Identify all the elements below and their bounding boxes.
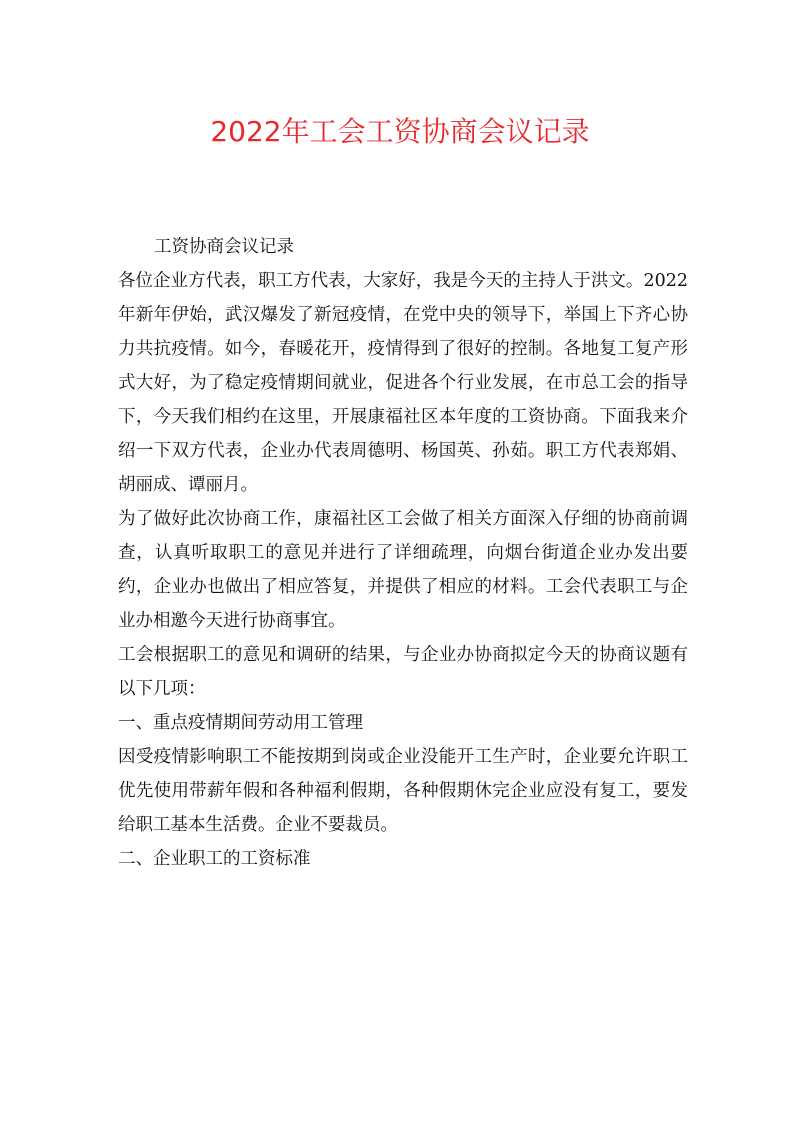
paragraph-preparation: 为了做好此次协商工作，康福社区工会做了相关方面深入仔细的协商前调查，认真听取职工的意见并进行了详细疏理，向烟台街道企业办发出要约，企业办也做出了相应答复，并提供了相应的材料。工会代表职工与企业办相邀今天进行协商事宜。 (118, 509, 688, 631)
paragraph-topics-intro: 工会根据职工的意见和调研的结果，与企业办协商拟定今天的协商议题有以下几项： (118, 645, 688, 699)
section-heading-2: 二、企业职工的工资标准 (118, 849, 311, 869)
section-heading-1: 一、重点疫情期间劳动用工管理 (118, 713, 363, 733)
paragraph-section-1: 因受疫情影响职工不能按期到岗或企业没能开工生产时，企业要允许职工优先使用带薪年假和各种福利假期，各种假期休完企业应没有复工，要发给职工基本生活费。企业不要裁员。 (118, 747, 688, 835)
paragraph-opening: 各位企业方代表，职工方代表，大家好，我是今天的主持人于洪文。2022年新年伊始，武汉爆发了新冠疫情，在党中央的领导下，举国上下齐心协力共抗疫情。如今，春暖花开，疫情得到了很好的控制。各地复工复产形式大好，为了稳定疫情期间就业，促进各个行业发展，在市总工会的指导下，今天我们相约在这里，开展康福社区本年度的工资协商。下面我来介绍一下双方代表，企业办代表周德明、杨国英、孙茹。职工方代表郑娟、胡丽成、谭丽月。 (118, 271, 688, 495)
document-subtitle: 工资协商会议记录 (154, 237, 294, 257)
document-title: 2022年工会工资协商会议记录 (210, 115, 590, 148)
document-body (118, 230, 688, 876)
